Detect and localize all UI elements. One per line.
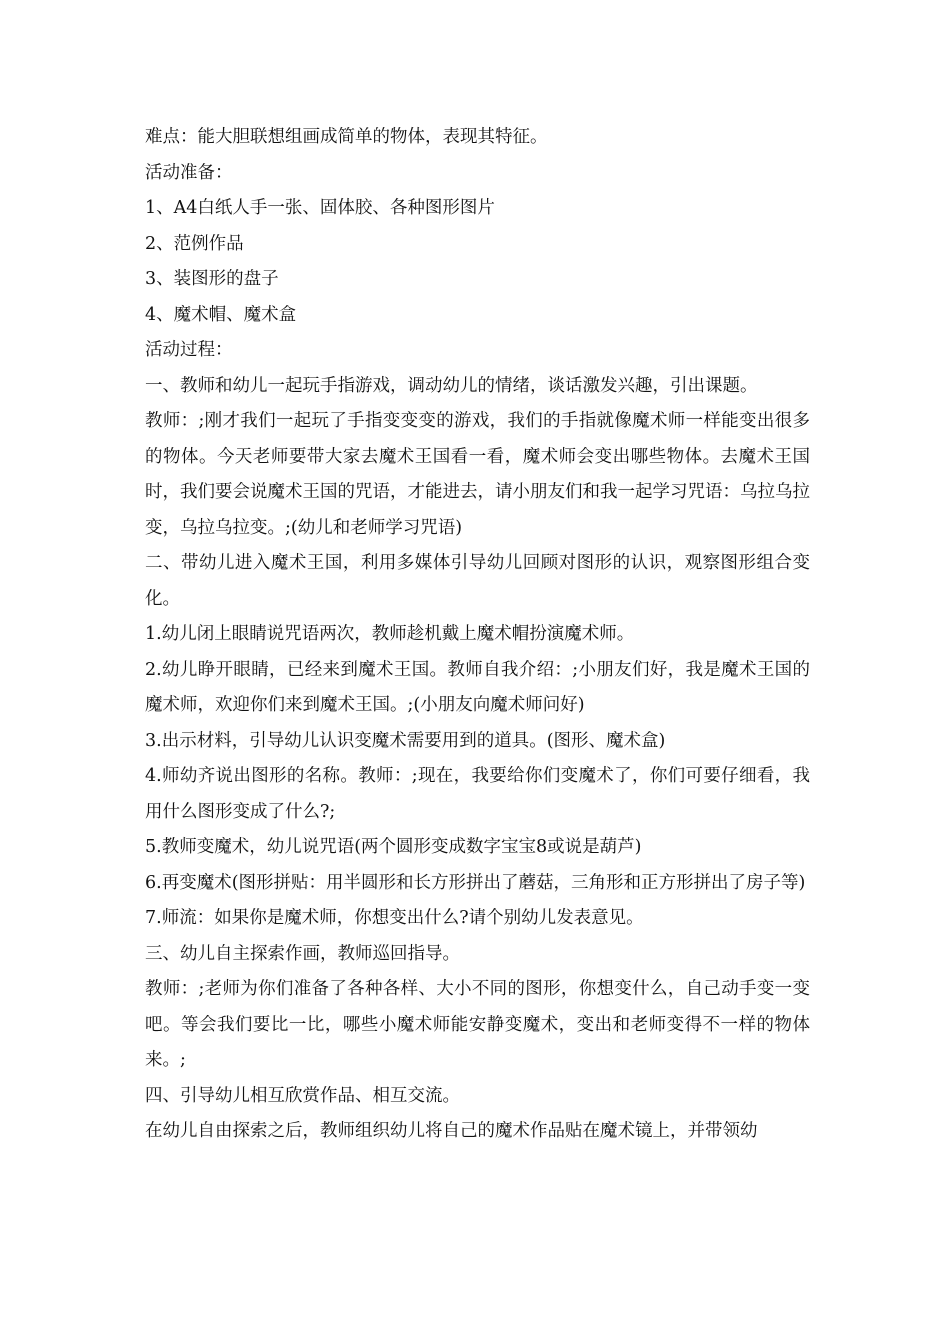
step-1: 1.幼儿闭上眼睛说咒语两次，教师趁机戴上魔术帽扮演魔术师。 xyxy=(145,624,635,644)
step-6: 6.再变魔术(图形拼贴：用半圆形和长方形拼出了蘑菇，三角形和正方形拼出了房子等) xyxy=(145,872,806,893)
section-three-heading: 三、幼儿自主探索作画，教师巡回指导。 xyxy=(145,943,460,964)
paragraph-teacher-intro: 教师：;刚才我们一起玩了手指变变变的游戏，我们的手指就像魔术师一样能变出很多的物体。今天老师要带大家去魔术王国看一看，魔术师会变出哪些物体。去魔术王国时，我们要会说魔术王国的咒语，才能进去，请小朋友们和我一起学习咒语：乌拉乌拉变，乌拉乌拉变。;(幼儿和老师学习咒语) xyxy=(145,411,810,538)
step-3: 3.出示材料，引导幼儿认识变魔术需要用到的道具。(图形、魔术盒) xyxy=(145,730,666,751)
list-item-prep-2: 2、范例作品 xyxy=(145,233,244,254)
list-item-prep-4: 4、魔术帽、魔术盒 xyxy=(145,304,297,325)
step-7: 7.师流：如果你是魔术师，你想变出什么?请个别幼儿发表意见。 xyxy=(145,908,644,928)
paragraph-exhibition: 在幼儿自由探索之后，教师组织幼儿将自己的魔术作品贴在魔术镜上，并带领幼 xyxy=(145,1121,758,1141)
list-item-prep-1: 1、A4白纸人手一张、固体胶、各种图形图片 xyxy=(145,198,495,218)
heading-preparation: 活动准备： xyxy=(145,162,233,183)
heading-process: 活动过程： xyxy=(145,340,233,360)
step-4: 4.师幼齐说出图形的名称。教师：;现在，我要给你们变魔术了，你们可要仔细看，我用什么图形变成了什么?; xyxy=(145,766,810,822)
section-two-heading: 二、带幼儿进入魔术王国，利用多媒体引导幼儿回顾对图形的认识，观察图形组合变化。 xyxy=(145,553,810,609)
section-four-heading: 四、引导幼儿相互欣赏作品、相互交流。 xyxy=(145,1085,460,1106)
step-5: 5.教师变魔术，幼儿说咒语(两个圆形变成数字宝宝8或说是葫芦) xyxy=(145,837,642,857)
list-item-prep-3: 3、装图形的盘子 xyxy=(145,269,279,289)
paragraph-difficulty: 难点：能大胆联想组画成简单的物体，表现其特征。 xyxy=(145,127,548,147)
document-body xyxy=(145,120,810,1150)
step-2: 2.幼儿睁开眼睛，已经来到魔术王国。教师自我介绍：;小朋友们好，我是魔术王国的魔术师，欢迎你们来到魔术王国。;(小朋友向魔术师问好) xyxy=(145,659,810,715)
section-one-heading: 一、教师和幼儿一起玩手指游戏，调动幼儿的情绪，谈话激发兴趣，引出课题。 xyxy=(145,375,758,396)
paragraph-teacher-guidance: 教师：;老师为你们准备了各种各样、大小不同的图形，你想变什么，自己动手变一变吧。等会我们要比一比，哪些小魔术师能安静变魔术，变出和老师变得不一样的物体来。; xyxy=(145,979,810,1070)
